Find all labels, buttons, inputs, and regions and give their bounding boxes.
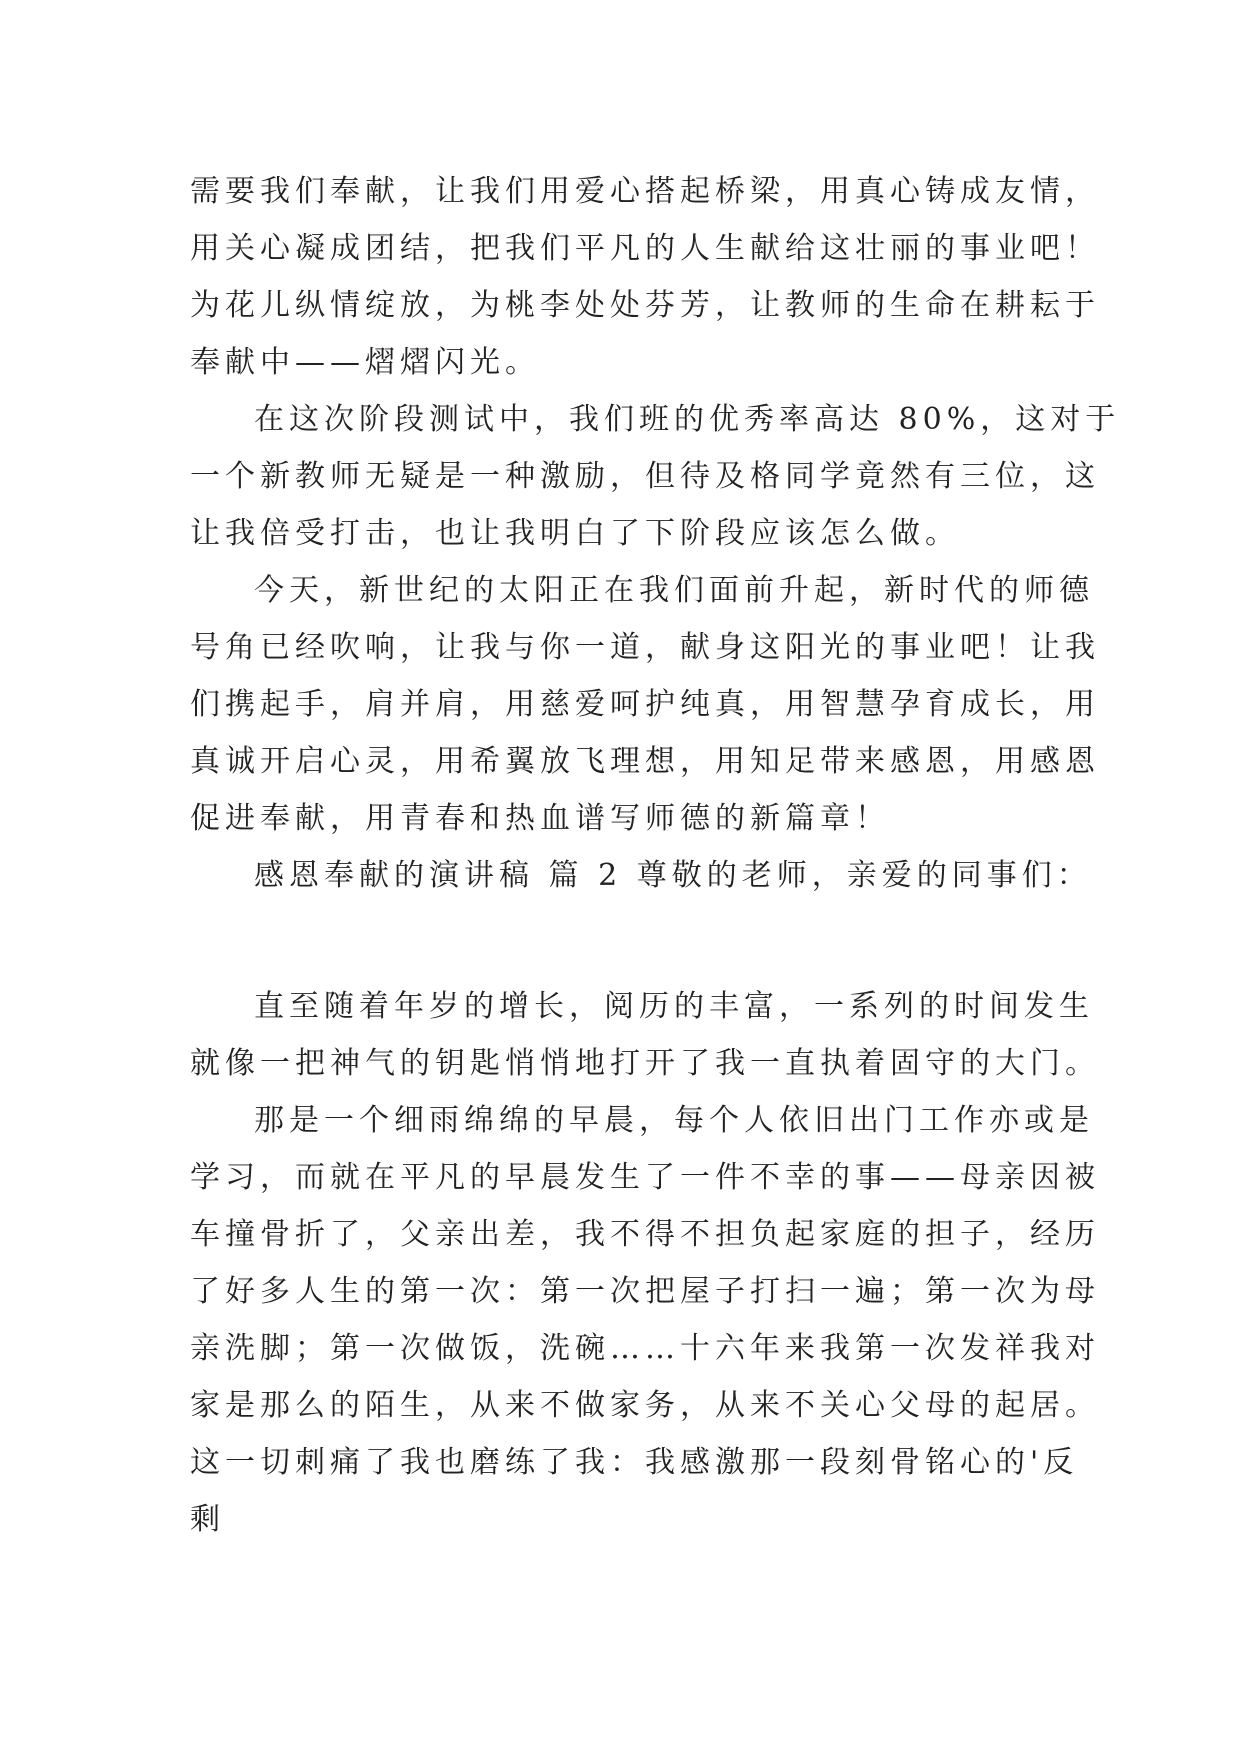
text-line: 们携起手，肩并肩，用慈爱呵护纯真，用智慧孕育成长，用	[190, 687, 1100, 722]
text-line: 剩	[190, 1502, 225, 1537]
text-line: 用关心凝成团结，把我们平凡的人生献给这壮丽的事业吧！	[190, 231, 1100, 266]
text-line: 车撞骨折了，父亲出差，我不得不担负起家庭的担子，经历	[190, 1217, 1100, 1252]
document-body	[190, 163, 1121, 1548]
text-line: 这一切刺痛了我也磨练了我：我感激那一段刻骨铭心的'反	[190, 1445, 1079, 1480]
blank-spacer	[190, 904, 1050, 978]
paragraph-start-line: 那是一个细雨绵绵的早晨，每个人依旧出门工作亦或是	[254, 1103, 1094, 1138]
text-line: 学习，而就在平凡的早晨发生了一件不幸的事——母亲因被	[190, 1160, 1100, 1195]
text-line: 促进奉献，用青春和热血谱写师德的新篇章！	[190, 801, 890, 836]
text-line: 亲洗脚；第一次做饭，洗碗……十六年来我第一次发祥我对	[190, 1331, 1100, 1366]
paragraph-start-line: 直至随着年岁的增长，阅历的丰富，一系列的时间发生	[254, 989, 1094, 1024]
text-line: 让我倍受打击，也让我明白了下阶段应该怎么做。	[190, 516, 960, 551]
text-line: 一个新教师无疑是一种激励，但待及格同学竟然有三位，这	[190, 459, 1100, 494]
paragraph-start-line: 在这次阶段测试中，我们班的优秀率高达 80%，这对于	[254, 402, 1121, 437]
paragraph-start-line: 今天，新世纪的太阳正在我们面前升起，新时代的师德	[254, 573, 1094, 608]
text-line: 需要我们奉献，让我们用爱心搭起桥梁，用真心铸成友情，	[190, 174, 1100, 209]
text-line: 了好多人生的第一次：第一次把屋子打扫一遍；第一次为母	[190, 1274, 1100, 1309]
text-line: 真诚开启心灵，用希翼放飞理想，用知足带来感恩，用感恩	[190, 744, 1100, 779]
text-line: 为花儿纵情绽放，为桃李处处芬芳，让教师的生命在耕耘于	[190, 288, 1100, 323]
section-heading-line: 感恩奉献的演讲稿 篇 2 尊敬的老师，亲爱的同事们：	[254, 858, 1092, 893]
text-line: 奉献中——熠熠闪光。	[190, 345, 540, 380]
text-line: 号角已经吹响，让我与你一道，献身这阳光的事业吧！让我	[190, 630, 1100, 665]
text-line: 家是那么的陌生，从来不做家务，从来不关心父母的起居。	[190, 1388, 1100, 1423]
text-line: 就像一把神气的钥匙悄悄地打开了我一直执着固守的大门。	[190, 1046, 1100, 1081]
